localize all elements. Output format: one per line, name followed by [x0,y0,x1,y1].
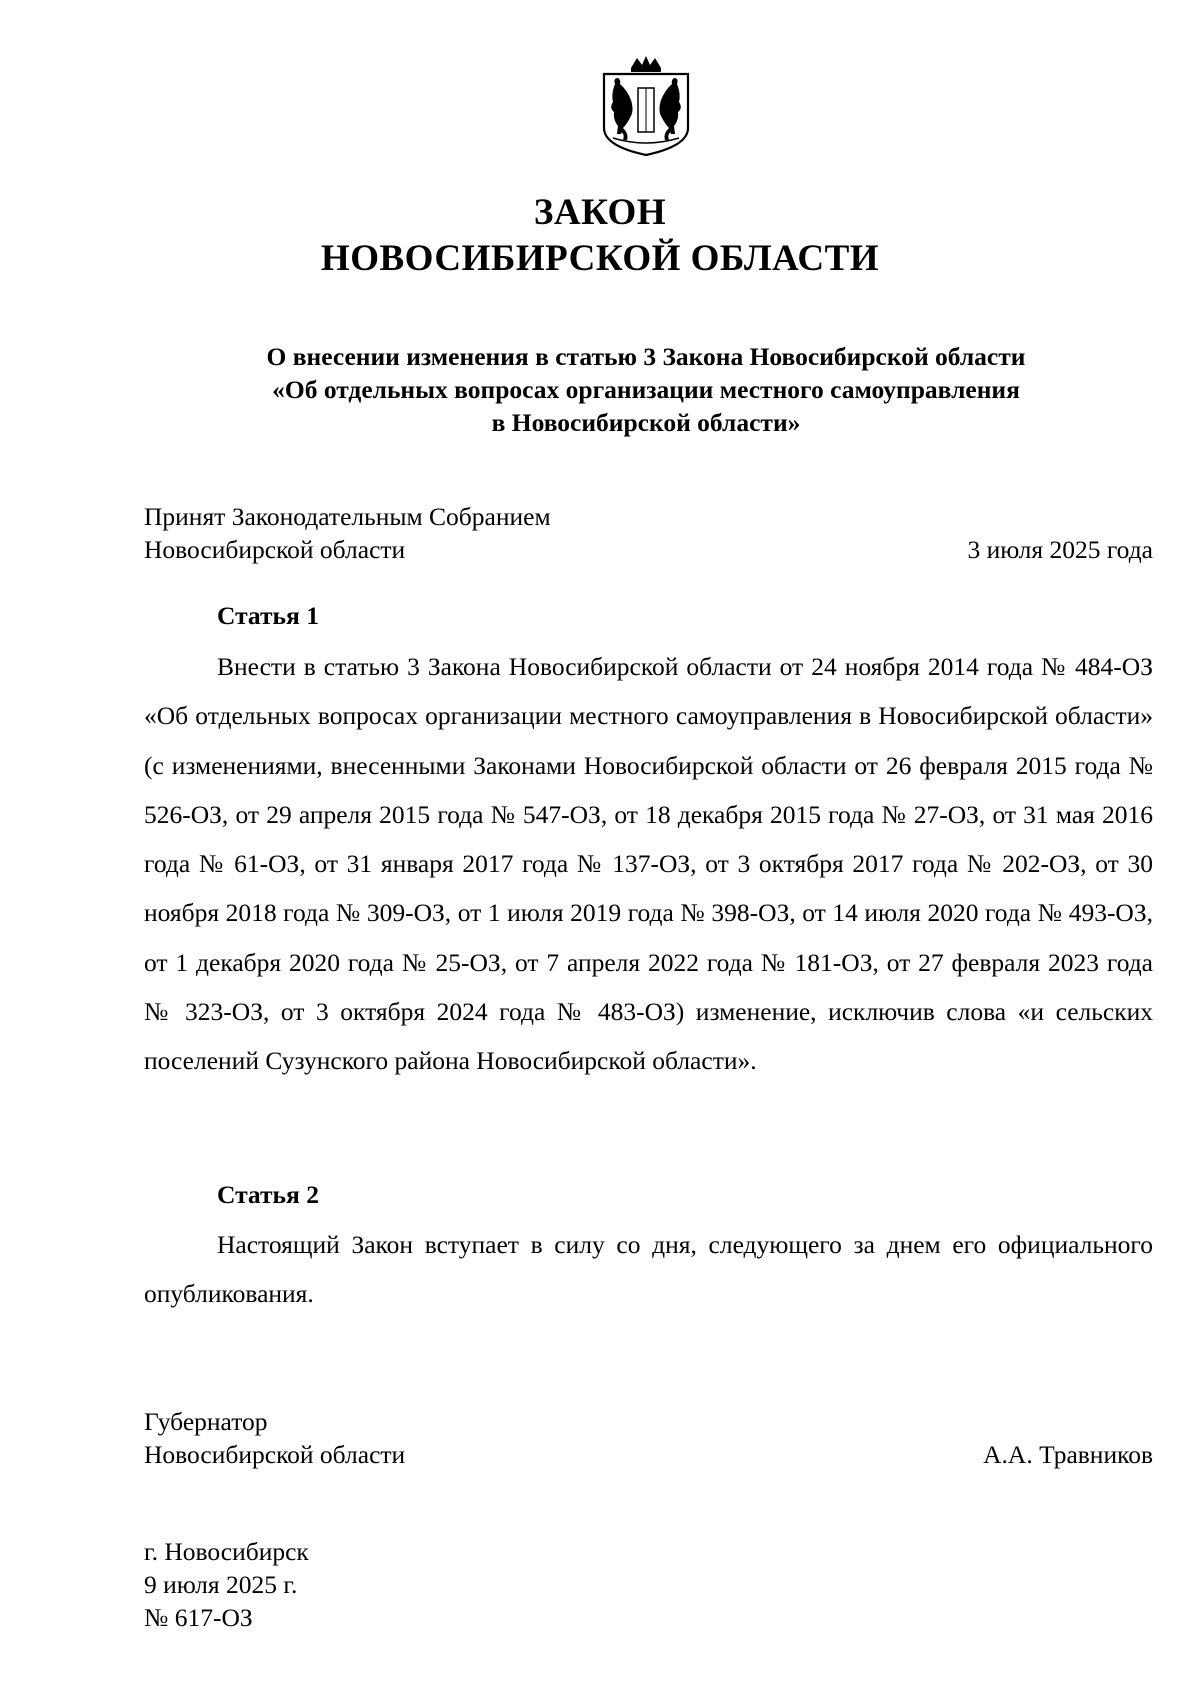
signing-city: г. Новосибирск [144,1537,309,1566]
article-2-text: Настоящий Закон вступает в силу со дня, следующего за днем его официального опубликования. [144,1230,1153,1309]
law-subtitle [140,340,1152,439]
subtitle-line: в Новосибирской области» [491,408,801,437]
subtitle-line: «Об отдельных вопросах организации местного самоуправления [272,375,1020,404]
signing-date: 9 июля 2025 г. [144,1570,298,1599]
law-region-title: НОВОСИБИРСКОЙ ОБЛАСТИ [320,238,880,279]
adoption-date: 3 июля 2025 года [967,535,1153,564]
law-title: ЗАКОН [533,192,667,233]
subtitle-line: О внесении изменения в статью 3 Закона Новосибирской области [266,342,1026,371]
adoption-line: Принят Законодательным Собранием [144,502,551,531]
signing-details [144,1535,309,1634]
signatory-position-line: Новосибирской области [144,1440,406,1469]
article-2-heading: Статья 2 [217,1180,319,1209]
signatory-name: А.А. Травников [983,1440,1153,1469]
article-1-text: Внести в статью 3 Закона Новосибирской области от 24 ноября 2014 года № 484-ОЗ «Об отдельных вопросах организации местного самоуправления в Новосибирской области» (с изменениями, внесенными Законами Новосибирской области от 26 февраля 2015 года № 526-ОЗ, от 29 апреля 2015 года № 547-ОЗ, от 18 декабря 2015 года № 27-ОЗ, от 31 мая 2016 года № 61-ОЗ, от 31 января 2017 года № 137-ОЗ, от 3 октября 2017 года № 202-ОЗ, от 30 ноября 2018 года № 309-ОЗ, от 1 июля 2019 года № 398-ОЗ, от 14 июля 2020 года № 493-ОЗ, от 1 декабря 2020 года № 25-ОЗ, от 7 апреля 2022 года № 181-ОЗ, от 27 февраля 2023 года № 323-ОЗ, от 3 октября 2024 года № 483-ОЗ) изменение, исключив слова «и сельских поселений Сузунского района Новосибирской области». [144,652,1153,1076]
article-1-heading: Статья 1 [217,601,319,630]
coat-of-arms-icon [601,54,691,157]
law-number: № 617-ОЗ [144,1603,253,1632]
adoption-line: Новосибирской области [144,535,406,564]
signatory-position-line: Губернатор [144,1407,268,1436]
signatory-position [144,1405,405,1471]
adoption-body [144,500,551,566]
